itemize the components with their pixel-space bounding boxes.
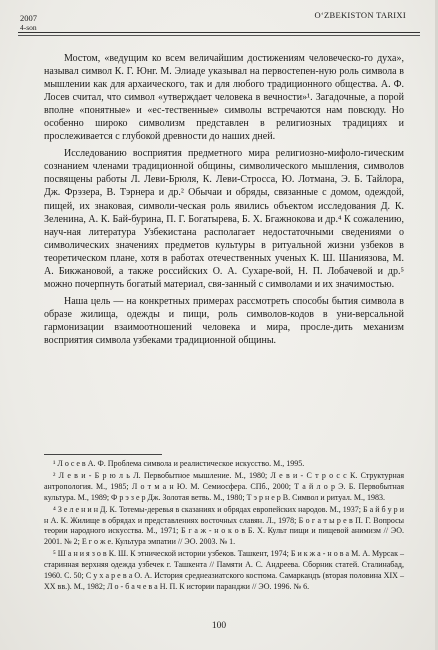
footnote-2: ² Л е в и - Б р ю л ь Л. Первобытное мышление. М., 1980; Л е в и - С т р о с с К. Структурная антропология. М., 1985; Л о т м а н Ю. М. Семиосфера. СПб., 2000; Т а й л о р Э. Б. Первобытная культура. М., 1989; Ф р э з е р Дж. Золотая ветвь. М., 1980; Т э р н е р В. Символ и ритуал. М., 1983. (44, 470, 404, 502)
footnote-4: ⁴ З е л е н и н Д. К. Тотемы-деревья в сказаниях и обрядах европейских народов. М., 1937; Б а й б у р и н А. К. Жилище в обрядах и представлениях восточных славян. Л., 1978; Б о г а т ы р е в П. Г. Вопросы теории народного искусства. М., 1971; Б г а ж - н о к о в Б. Х. Культ пищи и пищевой анимизм // ЭО. 2001. № 2; Е г о ж е. Культура эмпатии // ЭО. 2003. № 1. (44, 504, 404, 547)
footnote-5: ⁵ Ш а н и я з о в К. Ш. К этнической истории узбеков. Ташкент, 1974; Б и к ж а - н о в а М. А. Мурсак – старинная верхняя одежда узбечек г. Ташкента // Памяти А. С. Андреева. Сборник статей. Сталинабад, 1960. С. 50; С у х а р е в а О. А. История среднеазиатского костюма. Самаркандъ (вторая половина XIX – XX вв.). М., 1982; Л о - б а ч е в а Н. П. К истории паранджи // ЭО. 1996. № 6. (44, 549, 404, 591)
article-body (44, 52, 404, 351)
footnotes (44, 459, 404, 594)
footnote-1: ¹ Л о с е в А. Ф. Проблема символа и реалистическое искусство. М., 1995. (53, 459, 305, 468)
body-paragraph-1: Мостом, «ведущим ко всем величайшим достижениям человеческо-го духа», называл символ К. Г. Юнг. М. Элиаде указывал на первостепен-ную роль символа в мышлении как для архаического, так и для любого традиционного общества. А. Ф. Лосев считал, что символ «утверждает человека в вечности»¹. Загадочные, а порой вполне «понятные» и «ес-тественные» символы встречаются нам повсюду. Но особенно широко символизм представлен в религиозных традициях и прослеживается с глубокой древности до наших дней. (44, 53, 404, 143)
header-rule (18, 32, 420, 33)
header-year: 2007 (20, 13, 37, 23)
header-issue: 4-son (20, 23, 37, 32)
running-header (18, 8, 420, 40)
body-paragraph-2: Исследованию восприятия предметного мира религиозно-мифоло-гическим сознанием членами традиционной общины, символического мышления, символов посвящены работы Л. Леви-Брюля, К. Леви-Стросса, Ю. Лотмана, Э. Б. Тайлора, Дж. Фрэзера, В. Тэрнера и др.² Обычаи и обряды, связанные с домом, одеждой, пищей, их знаковая, символи-ческая роль явились объектом исследования Д. К. Зеленина, А. К. Бай-бурина, П. Г. Богатырева, Б. Х. Бгажнокова и др.⁴ К сожалению, науч-ная литература Узбекистана располагает недостаточными сведениями о символических значениях предметов культуры в ритуальной жизни узбеков в теоретическом плане, хотя в работах отечественных ученых К. Ш. Шаниязова, М. А. Бикжановой, а также российских О. А. Сухаре-вой, Н. П. Лобачевой и др.⁵ можно почерпнуть богатый материал, свя-занный с символами и их значимостью. (44, 148, 404, 290)
page-number: 100 (211, 621, 227, 631)
header-rule-thin (18, 35, 420, 36)
footnote-divider (44, 454, 162, 455)
body-paragraph-3: Наша цель — на конкретных примерах рассмотреть способы бытия символа в образе жилища, одежды и пищи, роль символов-кодов в уни-версальной гармонизации взаимоотношений человека и мира, просле-дить механизм восприятия символа узбеками традиционной общины. (44, 295, 404, 346)
header-journal-title: O‘ZBEKISTON TARIXI (314, 10, 406, 20)
